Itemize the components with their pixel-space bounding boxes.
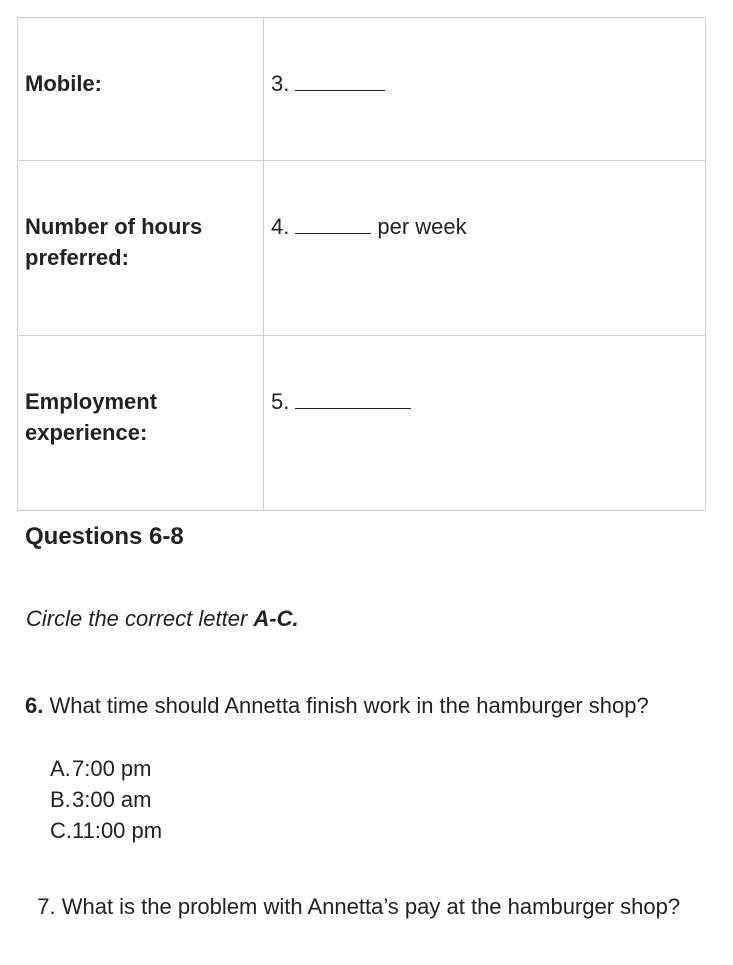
form-label: Number of hours preferred: (18, 161, 264, 336)
question-6 (25, 690, 649, 721)
answer-suffix: per week (377, 214, 467, 239)
option-letter: A. (50, 756, 71, 781)
question-7 (25, 891, 685, 922)
question-number: 3. (271, 71, 290, 96)
question-number: 7. (37, 894, 56, 919)
form-answer-cell (264, 18, 706, 161)
question-number: 4. (271, 214, 290, 239)
form-row-experience (18, 336, 706, 511)
option-a[interactable] (50, 753, 162, 784)
option-text: 7:00 pm (72, 756, 152, 781)
answer-blank[interactable] (295, 390, 411, 409)
option-text: 11:00 pm (72, 818, 163, 843)
option-letter: C. (50, 818, 72, 843)
form-row-hours (18, 161, 706, 336)
option-text: 3:00 am (72, 787, 152, 812)
instruction-letters: A-C. (253, 606, 299, 631)
instruction (26, 606, 299, 632)
form-label: Employment experience: (18, 336, 264, 511)
section-heading: Questions 6-8 (25, 523, 184, 550)
question-6-options (50, 753, 162, 846)
answer-blank[interactable] (295, 72, 385, 91)
option-letter: B. (50, 787, 71, 812)
option-b[interactable] (50, 784, 162, 815)
question-number: 6. (25, 693, 44, 718)
question-text: What time should Annetta finish work in the hamburger shop? (43, 693, 649, 718)
form-label: Mobile: (18, 18, 264, 161)
instruction-text: Circle the correct letter (26, 606, 254, 631)
question-text: What is the problem with Annetta’s pay at the hamburger shop? (55, 894, 681, 919)
form-answer-cell (264, 161, 706, 336)
application-form-table (17, 17, 706, 511)
answer-blank[interactable] (295, 215, 371, 234)
form-row-mobile (18, 18, 706, 161)
option-c[interactable] (50, 815, 162, 846)
form-answer-cell (264, 336, 706, 511)
question-number: 5. (271, 389, 290, 414)
